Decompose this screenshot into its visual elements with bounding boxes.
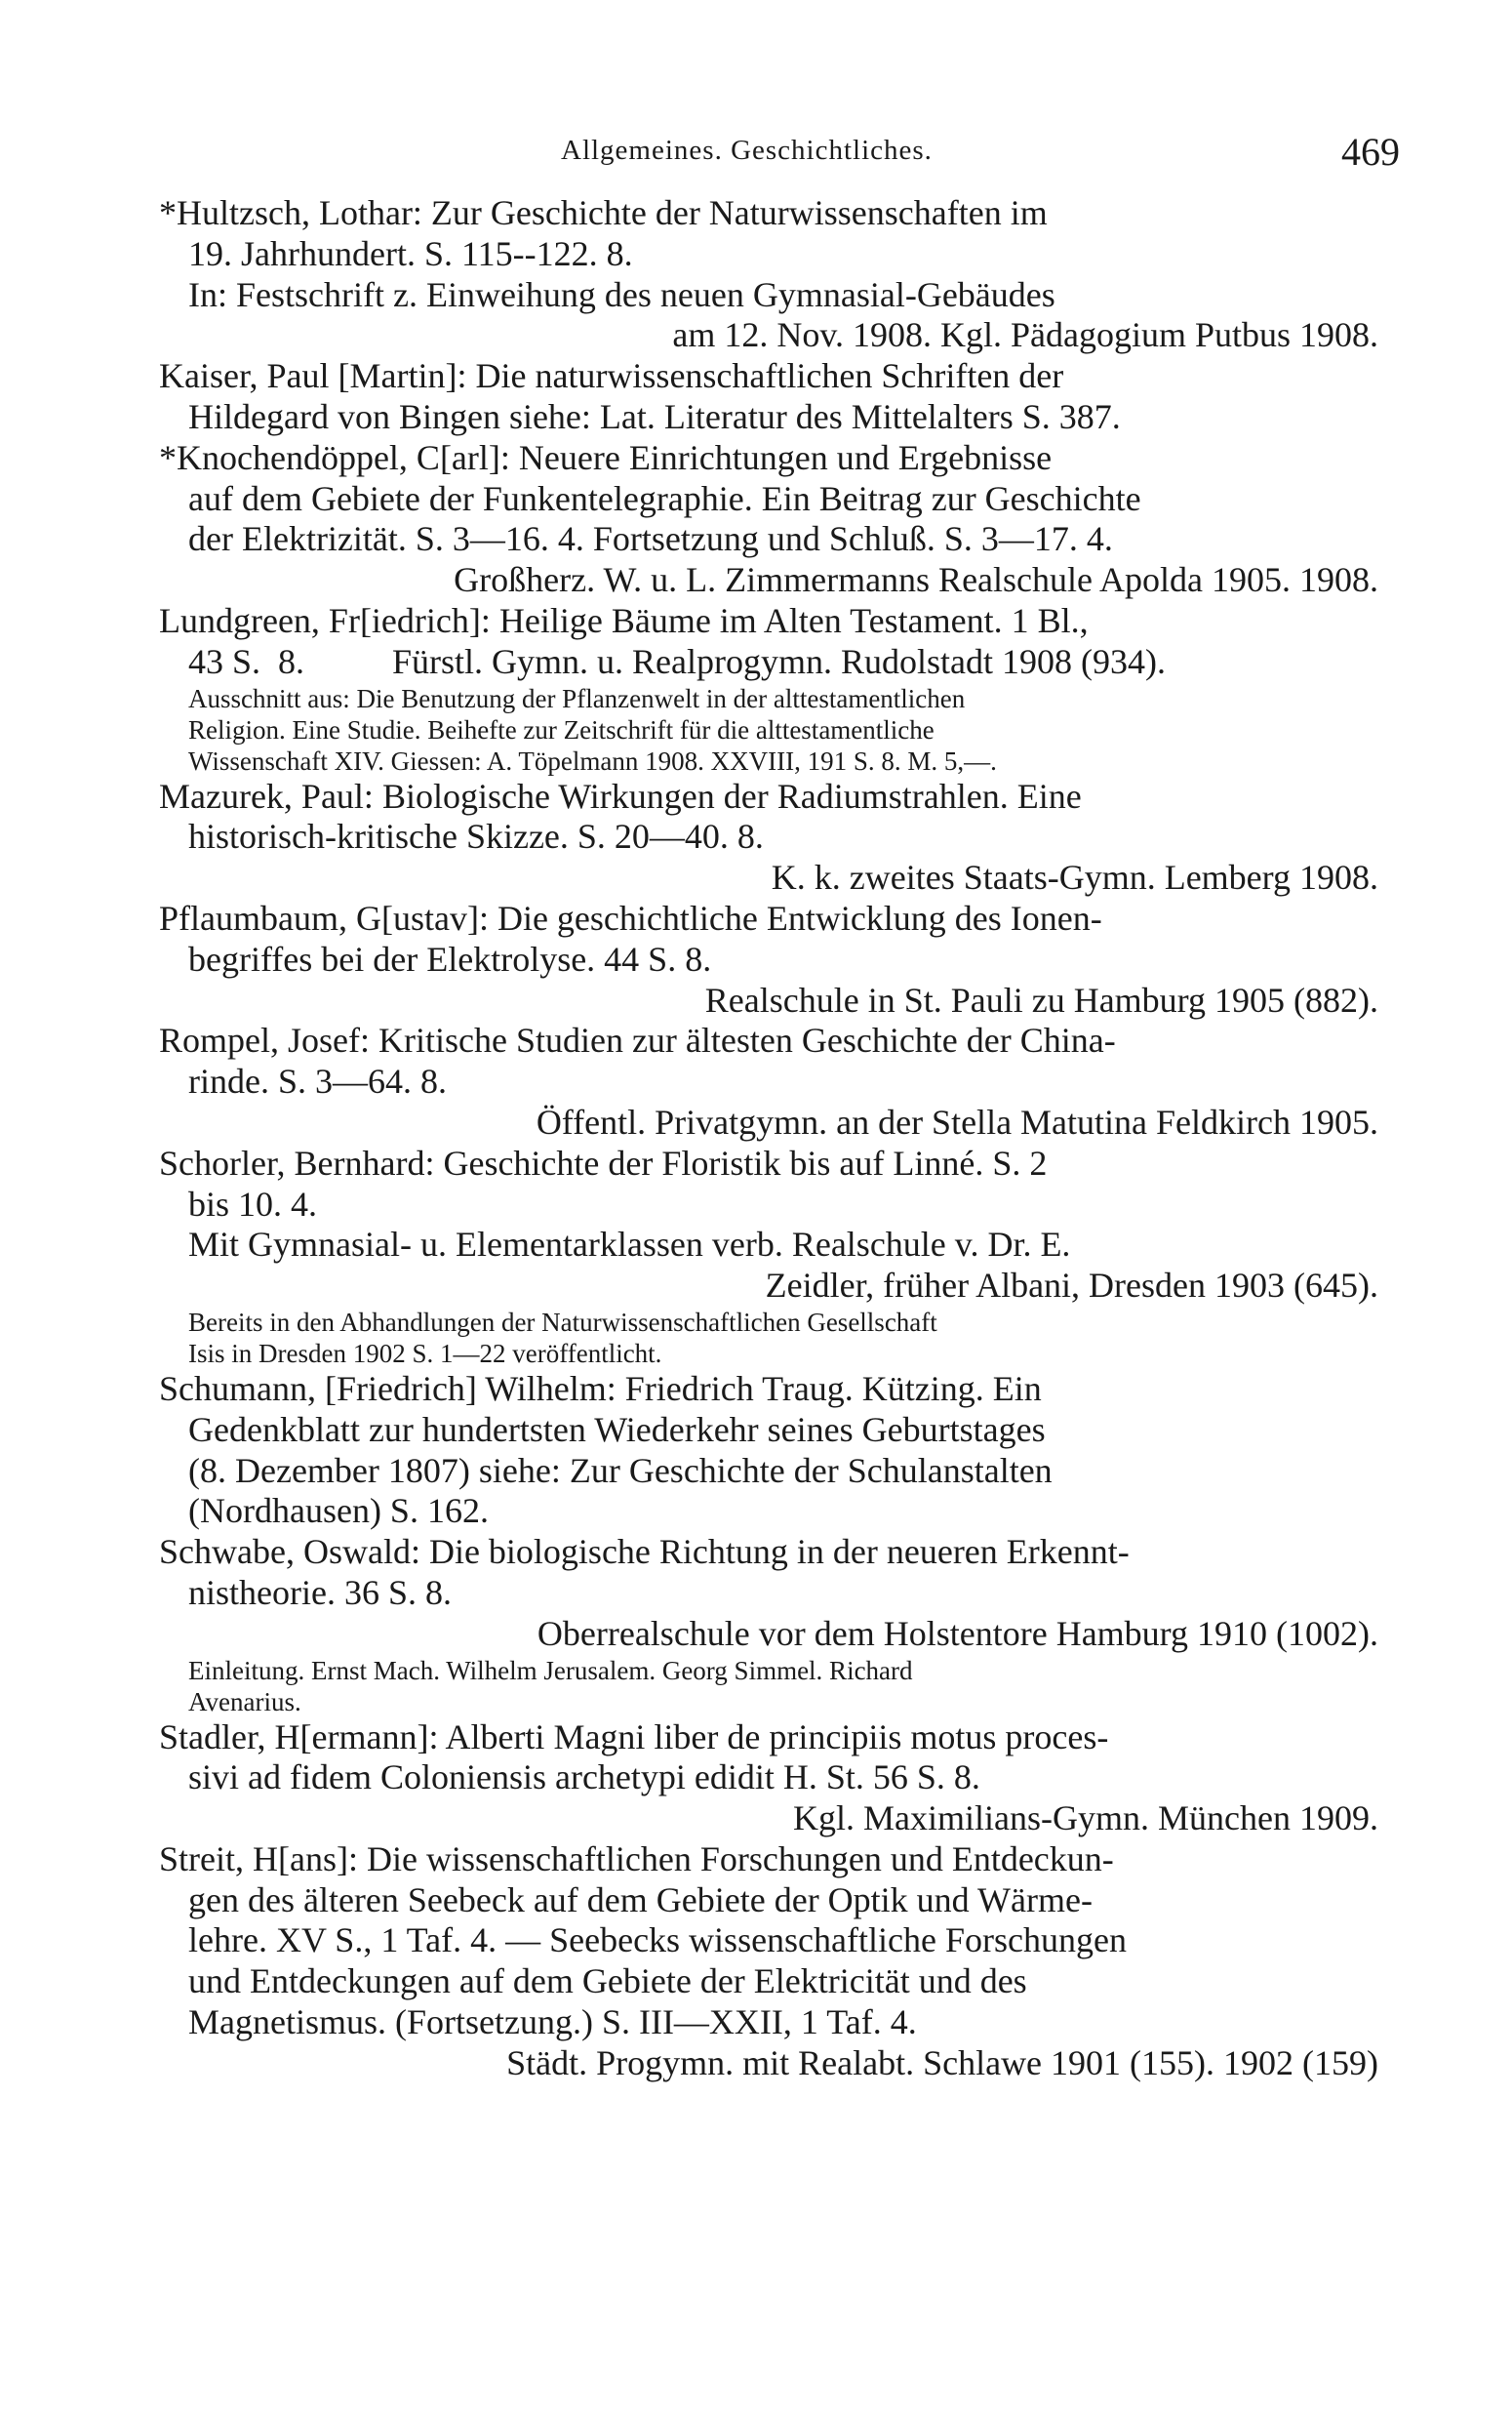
entry-line: begriffes bei der Elektrolyse. 44 S. 8. xyxy=(188,939,712,979)
entry-line: Streit, H[ans]: Die wissenschaftlichen Forschungen und Entdeckun- xyxy=(159,1838,1114,1878)
entry-line: In: Festschrift z. Einweihung des neuen Gymnasial-Gebäudes xyxy=(188,274,1055,314)
entry-streit xyxy=(159,1839,1378,2084)
entry-line: auf dem Gebiete der Funkentelegraphie. Ein Beitrag zur Geschichte xyxy=(188,478,1141,518)
entry-knochendoeppel xyxy=(159,438,1378,601)
entry-line: Großherz. W. u. L. Zimmermanns Realschule Apolda 1905. 1908. xyxy=(454,560,1378,600)
entry-line: Mazurek, Paul: Biologische Wirkungen der Radiumstrahlen. Eine xyxy=(159,776,1082,816)
entry-line: Pflaumbaum, G[ustav]: Die geschichtliche Entwicklung des Ionen- xyxy=(159,898,1102,938)
entry-line: Kaiser, Paul [Martin]: Die naturwissenschaftlichen Schriften der xyxy=(159,356,1064,396)
entry-note: Religion. Eine Studie. Beihefte zur Zeitschrift für die alttestamentliche xyxy=(188,714,935,745)
running-title: Allgemeines. Geschichtliches. xyxy=(561,135,933,166)
entry-line: Kgl. Maximilians-Gymn. München 1909. xyxy=(793,1798,1378,1838)
entry-line: nistheorie. 36 S. 8. xyxy=(188,1572,452,1612)
bibliography-list xyxy=(159,193,1378,2084)
entry-line: Schumann, [Friedrich] Wilhelm: Friedrich Traug. Kützing. Ein xyxy=(159,1368,1042,1408)
entry-line: Städt. Progymn. mit Realabt. Schlawe 1901 (155). 1902 (159) xyxy=(506,2042,1378,2082)
entry-line: (Nordhausen) S. 162. xyxy=(188,1491,489,1531)
entry-line: Lundgreen, Fr[iedrich]: Heilige Bäume im Alten Testament. 1 Bl., xyxy=(159,600,1089,640)
entry-note: Isis in Dresden 1902 S. 1—22 veröffentlicht. xyxy=(188,1338,662,1368)
entry-line: Hildegard von Bingen siehe: Lat. Literatur des Mittelalters S. 387. xyxy=(188,396,1121,436)
entry-line: K. k. zweites Staats-Gymn. Lemberg 1908. xyxy=(771,858,1378,898)
entry-line: Oberrealschule vor dem Holstentore Hamburg 1910 (1002). xyxy=(537,1613,1378,1653)
entry-line: historisch-kritische Skizze. S. 20—40. 8. xyxy=(188,817,764,857)
entry-line: Mit Gymnasial- u. Elementarklassen verb. Realschule v. Dr. E. xyxy=(188,1225,1071,1265)
entry-line: rinde. S. 3—64. 8. xyxy=(188,1062,447,1102)
entry-line: (8. Dezember 1807) siehe: Zur Geschichte der Schulanstalten xyxy=(188,1450,1053,1490)
entry-stadler xyxy=(159,1717,1378,1839)
entry-line: Öffentl. Privatgymn. an der Stella Matutina Feldkirch 1905. xyxy=(536,1102,1378,1142)
page-number: 469 xyxy=(1341,130,1400,174)
entry-line: Zeidler, früher Albani, Dresden 1903 (645). xyxy=(765,1266,1378,1306)
entry-line: 43 S. 8. Fürstl. Gymn. u. Realprogymn. Rudolstadt 1908 (934). xyxy=(188,641,1166,681)
entry-schwabe xyxy=(159,1532,1378,1716)
entry-line: Magnetismus. (Fortsetzung.) S. III—XXII, 1 Taf. 4. xyxy=(188,2002,917,2042)
entry-hultzsch xyxy=(159,193,1378,356)
entry-line: 19. Jahrhundert. S. 115--122. 8. xyxy=(188,233,633,273)
entry-schorler xyxy=(159,1144,1378,1369)
entry-line: Realschule in St. Pauli zu Hamburg 1905 (882). xyxy=(704,980,1378,1020)
entry-line: *Hultzsch, Lothar: Zur Geschichte der Naturwissenschaften im xyxy=(159,193,1048,232)
entry-rompel xyxy=(159,1021,1378,1143)
entry-kaiser xyxy=(159,356,1378,438)
entry-note: Bereits in den Abhandlungen der Naturwissenschaftlichen Gesellschaft xyxy=(188,1307,937,1337)
entry-line: am 12. Nov. 1908. Kgl. Pädagogium Putbus 1908. xyxy=(672,315,1378,355)
entry-line: Schorler, Bernhard: Geschichte der Floristik bis auf Linné. S. 2 xyxy=(159,1143,1048,1183)
entry-schumann xyxy=(159,1369,1378,1532)
entry-line: sivi ad fidem Coloniensis archetypi edidit H. St. 56 S. 8. xyxy=(188,1757,980,1797)
entry-line: Gedenkblatt zur hundertsten Wiederkehr seines Geburtstages xyxy=(188,1409,1046,1449)
entry-note: Avenarius. xyxy=(188,1686,301,1716)
entry-line: gen des älteren Seebeck auf dem Gebiete der Optik und Wärme- xyxy=(188,1879,1093,1919)
entry-note: Einleitung. Ernst Mach. Wilhelm Jerusalem. Georg Simmel. Richard xyxy=(188,1655,913,1685)
entry-mazurek xyxy=(159,777,1378,899)
entry-line: und Entdeckungen auf dem Gebiete der Elektricität und des xyxy=(188,1961,1027,2001)
entry-note: Wissenschaft XIV. Giessen: A. Töpelmann 1908. XXVIII, 191 S. 8. M. 5,—. xyxy=(188,746,997,776)
entry-lundgreen xyxy=(159,601,1378,777)
entry-line: Schwabe, Oswald: Die biologische Richtung in der neueren Erkennt- xyxy=(159,1532,1130,1572)
entry-line: bis 10. 4. xyxy=(188,1184,318,1224)
entry-line: der Elektrizität. S. 3—16. 4. Fortsetzung und Schluß. S. 3—17. 4. xyxy=(188,519,1113,559)
entry-line: Stadler, H[ermann]: Alberti Magni liber de principiis motus proces- xyxy=(159,1716,1109,1756)
entry-note: Ausschnitt aus: Die Benutzung der Pflanzenwelt in der alttestamentlichen xyxy=(188,683,966,713)
entry-pflaumbaum xyxy=(159,899,1378,1021)
entry-line: lehre. XV S., 1 Taf. 4. — Seebecks wissenschaftliche Forschungen xyxy=(188,1920,1127,1960)
entry-line: Rompel, Josef: Kritische Studien zur ältesten Geschichte der China- xyxy=(159,1021,1116,1061)
page-header xyxy=(0,129,1512,187)
entry-line: *Knochendöppel, C[arl]: Neuere Einrichtungen und Ergebnisse xyxy=(159,437,1053,477)
